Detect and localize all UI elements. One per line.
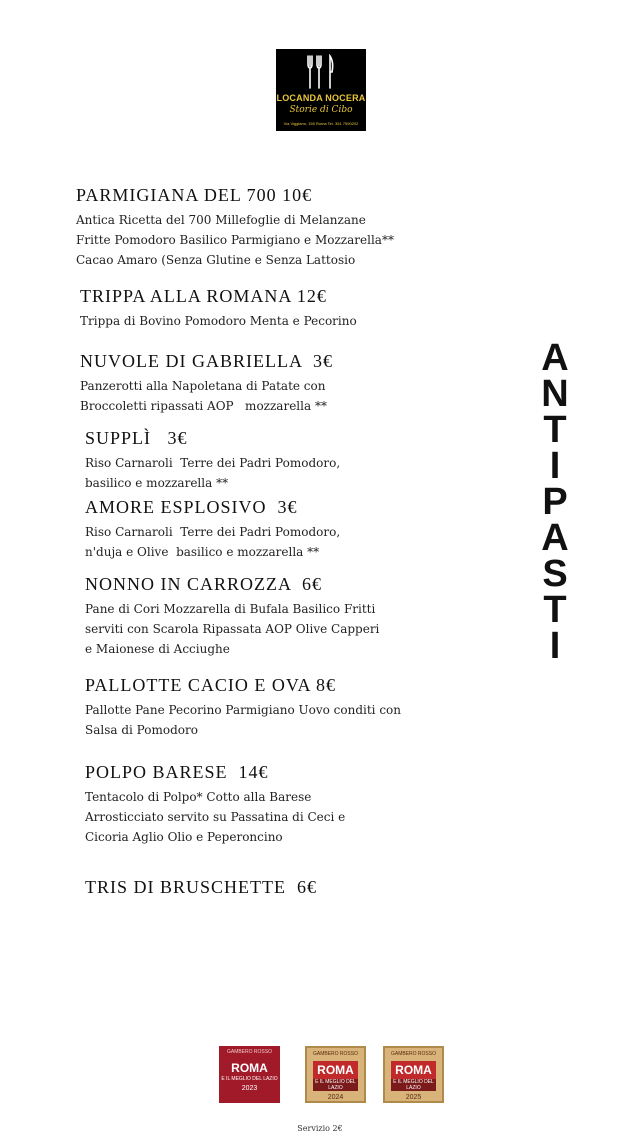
section-title-antipasti — [533, 337, 577, 667]
service-charge-note: Servizio 2€ — [297, 1124, 343, 1133]
badge-brand: GAMBERO ROSSO — [226, 1049, 272, 1055]
item-description: Tentacolo di Polpo* Cotto alla Barese Arrosticciato servito su Passatina di Ceci e Cicoria Aglio Olio e Peperoncino — [85, 790, 346, 844]
section-title-letter: S — [542, 553, 568, 595]
badge-brand: GAMBERO ROSSO — [390, 1051, 436, 1057]
section-title-letter: A — [541, 337, 569, 379]
menu-item-pallotte — [85, 674, 401, 740]
cutlery-icon — [306, 54, 336, 90]
badge-subtitle: E IL MEGLIO DEL LAZIO — [221, 1076, 278, 1082]
item-description: Antica Ricetta del 700 Millefoglie di Melanzane Fritte Pomodoro Basilico Parmigiano e Mozzarella** Cacao Amaro (Senza Glutine e Senza Lattosio — [76, 213, 394, 267]
badge-year: 2023 — [241, 1085, 258, 1092]
section-title-letter: P — [542, 481, 568, 523]
menu-item-bruschette — [85, 876, 317, 898]
item-title: PALLOTTE CACIO E OVA 8€ — [85, 675, 337, 695]
badge-year: 2024 — [327, 1094, 344, 1101]
section-title-letter: I — [549, 445, 561, 487]
badge-city: ROMA — [231, 1061, 268, 1075]
badge-city: ROMA — [391, 1061, 436, 1079]
award-badge-2023 — [219, 1046, 280, 1103]
item-description: Riso Carnaroli Terre dei Padri Pomodoro, basilico e mozzarella ** — [85, 456, 341, 490]
badge-year: 2025 — [405, 1094, 422, 1101]
item-description: Pane di Cori Mozzarella di Bufala Basilico Fritti serviti con Scarola Ripassata AOP Olive Capperi e Maionese di Acciughe — [85, 602, 380, 656]
award-badge-2025 — [383, 1046, 444, 1103]
menu-item-polpo-barese — [85, 761, 345, 847]
item-title: NUVOLE DI GABRIELLA 3€ — [80, 351, 333, 371]
badge-brand: GAMBERO ROSSO — [312, 1051, 358, 1057]
menu-item-trippa — [80, 285, 357, 331]
item-title: SUPPLÌ 3€ — [85, 428, 188, 448]
restaurant-logo — [276, 49, 366, 131]
item-description: Trippa di Bovino Pomodoro Menta e Pecorino — [80, 314, 357, 328]
section-title-letter: T — [543, 589, 567, 631]
section-title-letter: A — [541, 517, 569, 559]
badge-city: ROMA — [313, 1061, 358, 1079]
item-description: Riso Carnaroli Terre dei Padri Pomodoro, n'duja e Olive basilico e mozzarella ** — [85, 525, 341, 559]
logo-tagline: Storie di Cibo — [289, 105, 353, 115]
item-title: TRIPPA ALLA ROMANA 12€ — [80, 286, 327, 306]
menu-item-parmigiana — [76, 184, 394, 270]
item-title: AMORE ESPLOSIVO 3€ — [85, 497, 298, 517]
section-title-letter: T — [543, 409, 567, 451]
logo-address: Via Viggiano, 155 Roma Tel. 351 7590202 — [283, 121, 359, 126]
section-title-letter: I — [549, 625, 561, 667]
award-badge-2024 — [305, 1046, 366, 1103]
item-title: NONNO IN CARROZZA 6€ — [85, 574, 322, 594]
item-title: TRIS DI BRUSCHETTE 6€ — [85, 877, 318, 897]
menu-item-suppli — [85, 427, 340, 493]
menu-item-nonno-in-carrozza — [85, 573, 379, 659]
item-description: Panzerotti alla Napoletana di Patate con Broccoletti ripassati AOP mozzarella ** — [80, 379, 327, 413]
section-title-letter: N — [541, 373, 569, 415]
badge-subtitle: E IL MEGLIO DEL LAZIO — [313, 1079, 358, 1091]
logo-name: LOCANDA NOCERA — [276, 93, 366, 103]
menu-item-nuvole — [80, 350, 333, 416]
item-title: PARMIGIANA DEL 700 10€ — [76, 185, 313, 205]
item-title: POLPO BARESE 14€ — [85, 762, 269, 782]
menu-item-amore-esplosivo — [85, 496, 340, 562]
badge-subtitle: E IL MEGLIO DEL LAZIO — [391, 1079, 436, 1091]
item-description: Pallotte Pane Pecorino Parmigiano Uovo conditi con Salsa di Pomodoro — [85, 703, 401, 737]
